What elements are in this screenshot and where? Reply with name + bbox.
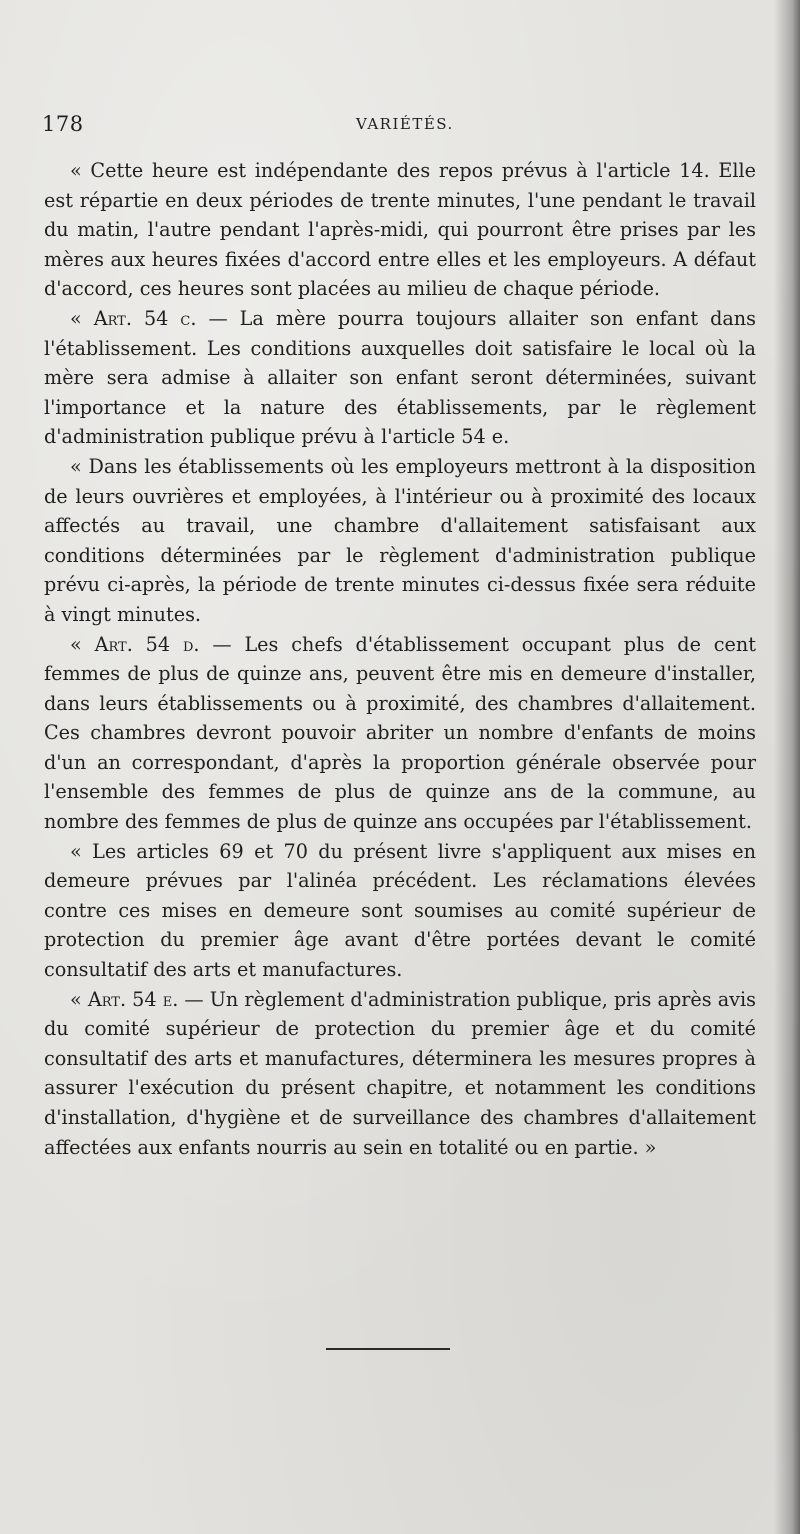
paragraph [44,304,756,452]
paragraph [44,452,756,630]
page-edge-shadow [774,0,800,1534]
article-heading: « Art. 54 e. [70,987,179,1011]
paragraph-text: — La mère pourra toujours allaiter son enfant dans l'établissement. Les conditions auxquelles doit satisfaire le local où la mère sera admise à allaiter son enfant seront déterminées, suivant l'importance et la nature des établissements, par le règlement d'administration publique prévu à l'article 54 e. [44,306,757,449]
body-text [44,156,756,1162]
paragraph [44,156,756,304]
paragraph-text: « Cette heure est indépendante des repos prévus à l'article 14. Elle est répartie en deux périodes de trente minutes, l'une pendant le travail du matin, l'autre pendant l'après-midi, qui pourront être prises par les mères aux heures fixées d'accord entre elles et les employeurs. A défaut d'accord, ces heures sont placées au milieu de chaque période. [44,159,756,301]
paragraph-text: — Les chefs d'établissement occupant plus de cent femmes de plus de quinze ans, peuvent être mis en demeure d'installer, dans leurs établissements ou à proximité, des chambres d'allaitement. Ces chambres devront pouvoir abriter un nombre d'enfants de moins d'un an correspondant, d'après la proportion générale observée pour l'ensemble des femmes de plus de quinze ans de la commune, au nombre des femmes de plus de quinze ans occupées par l'établissement. [44,632,756,834]
paragraph [44,985,756,1163]
running-title: VARIÉTÉS. [356,115,454,133]
paragraph [44,630,756,837]
page-number: 178 [42,112,84,136]
page-header [42,112,762,142]
section-divider [326,1348,450,1350]
paragraph-text: « Les articles 69 et 70 du présent livre s'appliquent aux mises en demeure prévues par l'alinéa précédent. Les réclamations élevées contre ces mises en demeure sont soumises au comité supérieur de protection du premier âge avant d'être portées devant le comité consultatif des arts et manufactures. [44,839,756,982]
article-heading: « Art. 54 c. [70,306,197,330]
paragraph [44,837,756,985]
paragraph-text: — Un règlement d'administration publique, pris après avis du comité supérieur de protection du premier âge et du comité consultatif des arts et manufactures, déterminera les mesures propres à assurer l'exécution du présent chapitre, et notamment les conditions d'installation, d'hygiène et de surveillance des chambres d'allaitement affectées aux enfants nourris au sein en totalité ou en partie. » [44,987,757,1159]
article-heading: « Art. 54 d. [70,632,200,656]
paragraph-text: « Dans les établissements où les employeurs mettront à la disposition de leurs ouvrières et employées, à l'intérieur ou à proximité des locaux affectés au travail, une chambre d'allaitement satisfaisant aux conditions déterminées par le règlement d'administration publique prévu ci-après, la période de trente minutes ci-dessus fixée sera réduite à vingt minutes. [44,454,756,626]
